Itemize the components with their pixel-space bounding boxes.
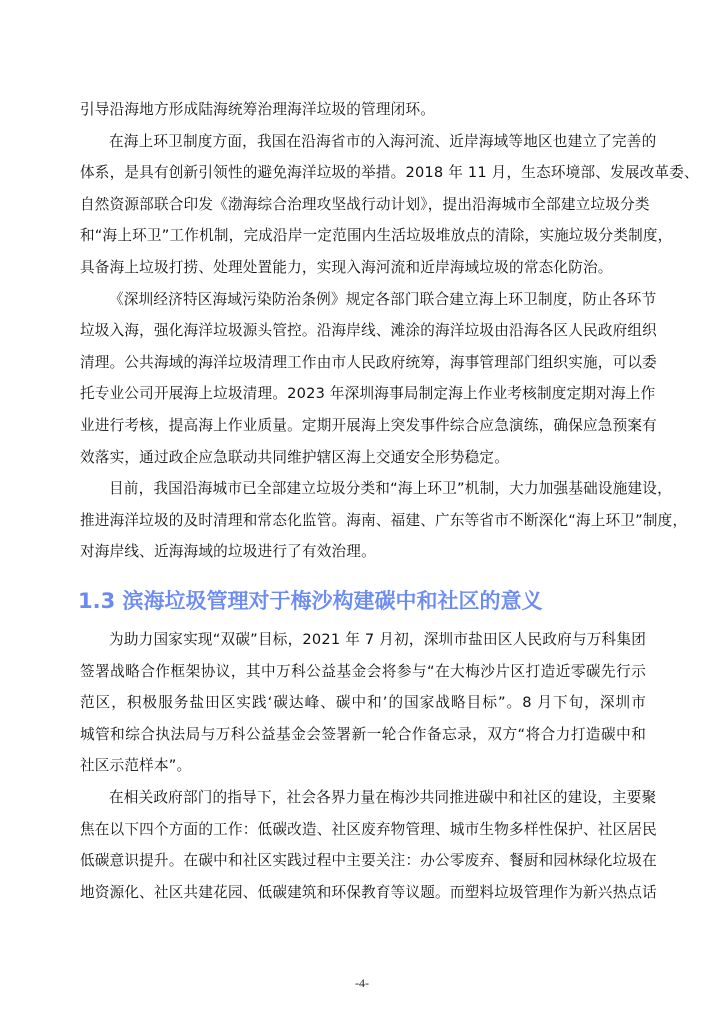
text-line: 业进行考核，提高海上作业质量。定期开展海上突发事件综合应急演练，确保应急预案有 [80,416,657,434]
text-line: 托专业公司开展海上垃圾清理。2023 年深圳海事局制定海上作业考核制度定期对海上作 [80,385,656,403]
text-line: 城管和综合执法局与万科公益基金会签署新一轮合作备忘录，双方“将合力打造碳中和 [80,725,646,743]
body-text-bottom [80,624,657,908]
text-line: 效落实，通过政企应急联动共同维护辖区海上交通安全形势稳定。 [80,448,510,466]
text-line: 推进海洋垃圾的及时清理和常态化监管。海南、福建、广东等省市不断深化“海上环卫”制度， [80,511,688,529]
text-line: 具备海上垃圾打捞、处理处置能力，实现入海河流和近岸海域垃圾的常态化防治。 [80,258,613,276]
text-line: 目前，我国沿海城市已全部建立垃圾分类和“海上环卫”机制，大力加强基础设施建设， [109,480,672,498]
text-line: 自然资源部联合印发《渤海综合治理攻坚战行动计划》，提出沿海城市全部建立垃圾分类 [80,195,650,213]
text-line: 体系，是具有创新引领性的避免海洋垃圾的举措。2018 年 11 月，生态环境部、发展改革委、 [80,164,699,182]
text-line: 签署战略合作框架协议，其中万科公益基金会将参与“在大梅沙片区打造近零碳先行示 [80,662,646,680]
text-line: 和“海上环卫”工作机制，完成沿岸一定范围内生活垃圾堆放点的清除，实施垃圾分类制度， [80,227,673,245]
text-line: 引导沿海地方形成陆海统筹治理海洋垃圾的管理闭环。 [80,101,436,118]
text-line: 对海岸线、近海海域的垃圾进行了有效治理。 [80,543,376,561]
text-line: 清理。公共海域的海洋垃圾清理工作由市人民政府统筹，海事管理部门组织实施，可以委 [80,353,657,371]
text-line: 在相关政府部门的指导下，社会各界力量在梅沙共同推进碳中和社区的建设，主要聚 [109,788,657,806]
page-number: -4- [355,976,369,990]
text-line: 地资源化、社区共建花园、低碳建筑和环保教育等议题。而塑料垃圾管理作为新兴热点话 [80,883,657,901]
body-text-top [80,94,699,568]
section-heading: 1.3 滨海垃圾管理对于梅沙构建碳中和社区的意义 [78,589,543,613]
text-line: 焦在以下四个方面的工作：低碳改造、社区废弃物管理、城市生物多样性保护、社区居民 [80,820,657,838]
text-line: 低碳意识提升。在碳中和社区实践过程中主要关注：办公零废弃、餐厨和园林绿化垃圾在 [80,852,657,870]
text-line: 《深圳经济特区海域污染防治条例》规定各部门联合建立海上环卫制度，防止各环节 [109,290,657,308]
text-line: 垃圾入海，强化海洋垃圾源头管控。沿海岸线、滩涂的海洋垃圾由沿海各区人民政府组织 [80,322,657,340]
text-line: 范区，积极服务盐田区实践‘碳达峰、碳中和’的国家战略目标”。8 月下旬，深圳市 [80,694,646,712]
text-line: 为助力国家实现“双碳”目标，2021 年 7 月初，深圳市盐田区人民政府与万科集团 [109,631,646,648]
text-line: 社区示范样本”。 [80,757,192,775]
text-line: 在海上环卫制度方面，我国在沿海省市的入海河流、近岸海域等地区也建立了完善的 [109,132,657,150]
